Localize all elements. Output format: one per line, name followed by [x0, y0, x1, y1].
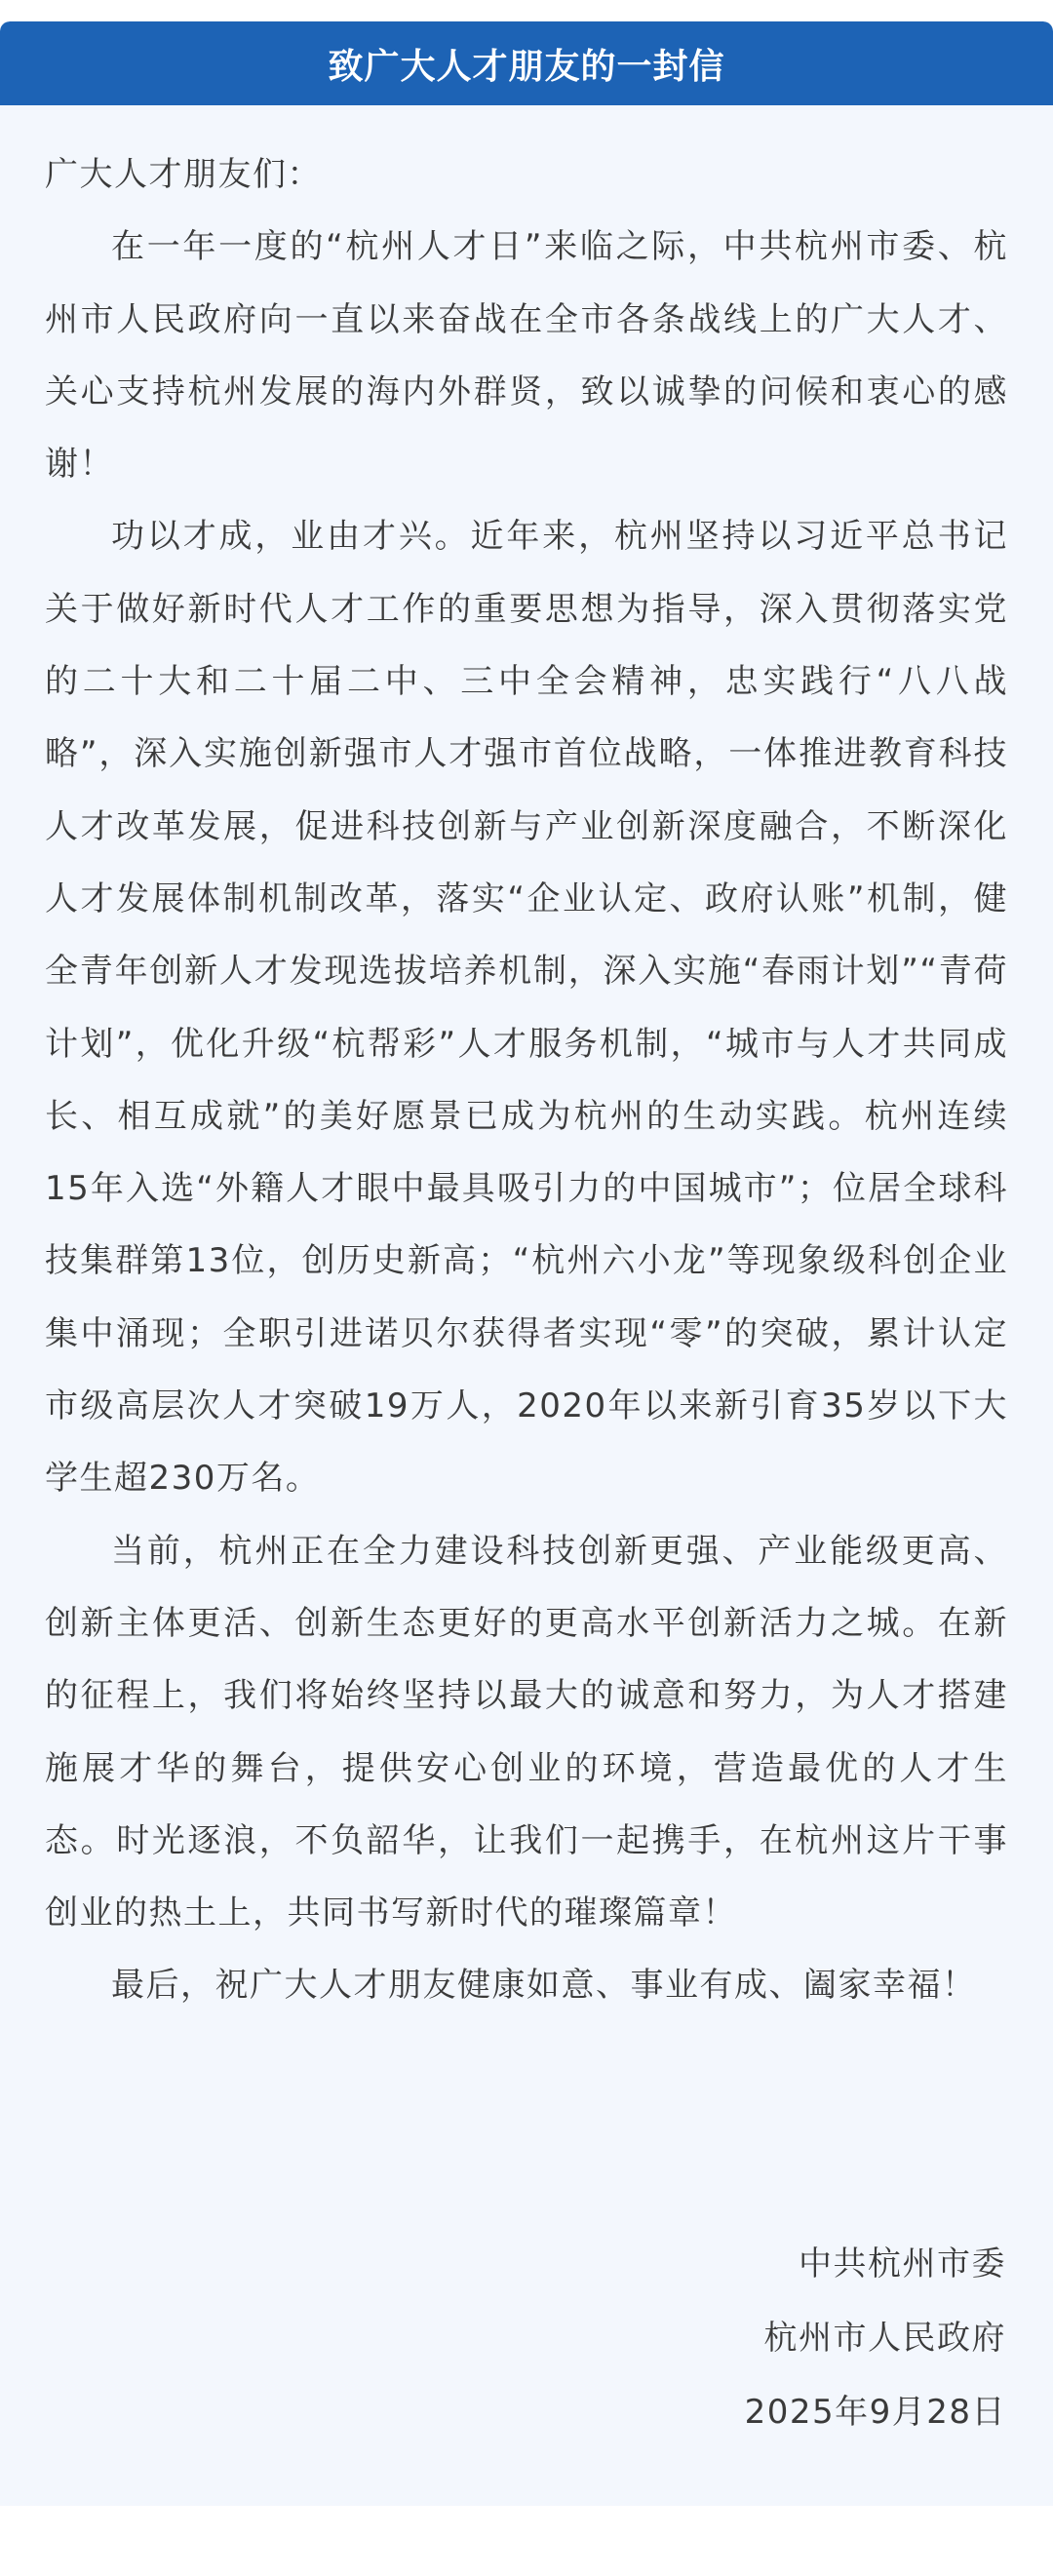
- signature-org-government: 杭州市人民政府: [763, 2319, 1006, 2358]
- paragraph-greeting: 在一年一度的“杭州人才日”来临之际，中共杭州市委、杭州市人民政府向一直以来奋战在全市各条战线上的广大人才、关心支持杭州发展的海内外群贤，致以诚挚的问候和衷心的感谢！: [45, 227, 1008, 485]
- paragraph-closing: 最后，祝广大人才朋友健康如意、事业有成、阖家幸福！: [111, 1966, 977, 2006]
- paragraph-achievements: 功以才成，业由才兴。近年来，杭州坚持以习近平总书记关于做好新时代人才工作的重要思想为指导，深入贯彻落实党的二十大和二十届二中、三中全会精神，忠实践行“八八战略”，深入实施创新强市人才强市首位战略，一体推进教育科技人才改革发展，促进科技创新与产业创新深度融合，不断深化人才发展体制机制改革，落实“企业认定、政府认账”机制，健全青年创新人才发现选拔培养机制，深入实施“春雨计划”“青荷计划”，优化升级“杭帮彩”人才服务机制，“城市与人才共同成长、相互成就”的美好愿景已成为杭州的生动实践。杭州连续15年入选“外籍人才眼中最具吸引力的中国城市”；位居全球科技集群第13位，创历史新高；“杭州六小龙”等现象级科创企业集中涌现；全职引进诺贝尔获得者实现“零”的突破，累计认定市级高层次人才突破19万人，2020年以来新引育35岁以下大学生超230万名。: [45, 517, 1008, 1499]
- paragraph-vision: 当前，杭州正在全力建设科技创新更强、产业能级更高、创新主体更活、创新生态更好的更高水平创新活力之城。在新的征程上，我们将始终坚持以最大的诚意和努力，为人才搭建施展才华的舞台，提供安心创业的环境，营造最优的人才生态。时光逐浪，不负韶华，让我们一起携手，在杭州这片干事创业的热土上，共同书写新时代的璀璨篇章！: [45, 1531, 1008, 1933]
- letter-card: [0, 21, 1053, 2506]
- signature-org-party: 中共杭州市委: [799, 2244, 1006, 2283]
- signature-date: 2025年9月28日: [744, 2393, 1006, 2432]
- signature-block: [745, 2227, 1006, 2449]
- letter-body: [0, 105, 1053, 2022]
- salutation: 广大人才朋友们：: [45, 155, 322, 194]
- header-bar: [0, 21, 1053, 105]
- page-title: 致广大人才朋友的一封信: [328, 46, 725, 87]
